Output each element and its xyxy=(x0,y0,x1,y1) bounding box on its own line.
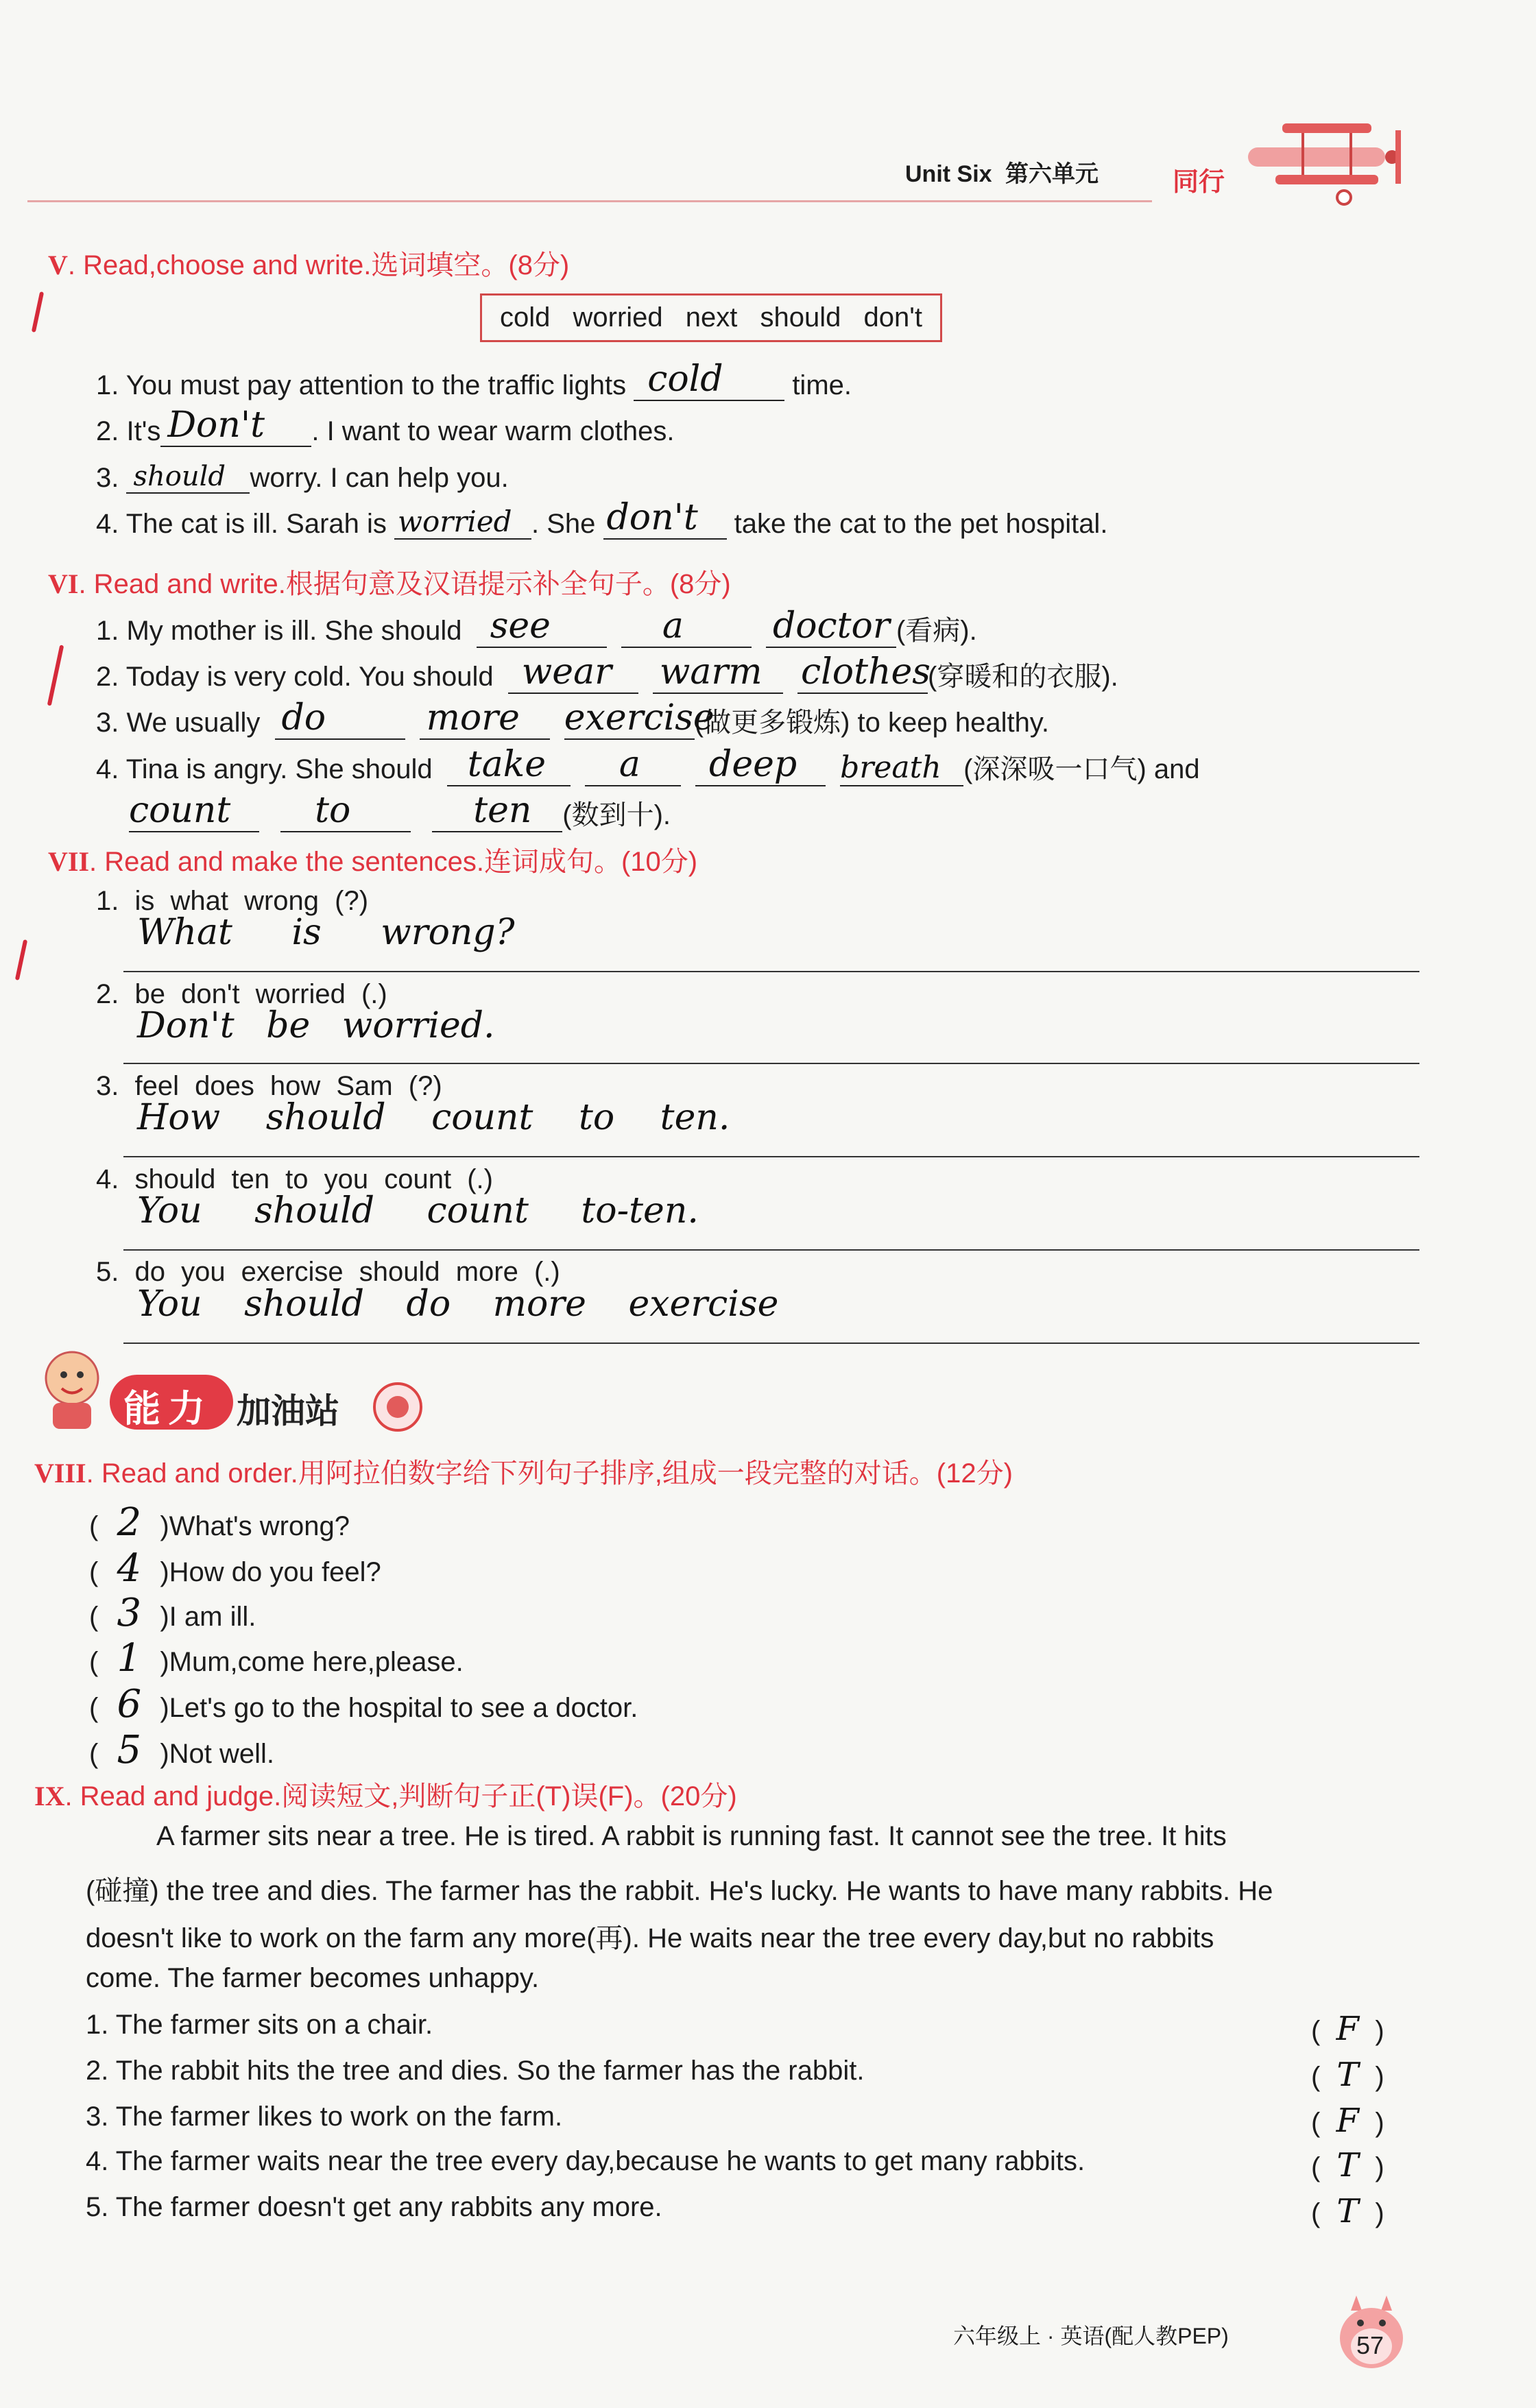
grade-tick-mark xyxy=(32,291,44,333)
section-7-number: VII xyxy=(48,846,90,877)
section-9-title xyxy=(34,1774,737,1814)
s7-answer-line-4 xyxy=(123,1249,1419,1251)
s7-answer-line-1 xyxy=(123,971,1419,972)
s7-item-1-prompt: 1. is what wrong (?) xyxy=(96,886,369,916)
grade-tick-mark xyxy=(15,939,27,980)
s7-item-4-prompt: 4. should ten to you count (.) xyxy=(96,1164,493,1194)
s9-item-2: 2. The rabbit hits the tree and dies. So the farmer has the rabbit. xyxy=(86,2056,865,2086)
s7-answer-line-3 xyxy=(123,1156,1419,1157)
s9-answer-2: ( T ) xyxy=(1311,2056,1384,2094)
mascot-icon xyxy=(31,1344,113,1433)
banner-rest: 加油站 xyxy=(237,1392,339,1430)
s9-answer-4: ( T ) xyxy=(1311,2146,1384,2184)
s5-answer-4b: don't xyxy=(606,497,698,538)
s8-item-3: ( 3 )I am ill. xyxy=(89,1591,256,1635)
s8-item-6: ( 5 )Not well. xyxy=(89,1728,275,1772)
header-rule xyxy=(27,200,1152,202)
s9-item-4: 4. The farmer waits near the tree every day,because he wants to get many rabbits. xyxy=(86,2146,1085,2176)
word-bank: cold worried next should don't xyxy=(480,293,942,342)
passage-line-2: (碰撞) the tree and dies. The farmer has the rabbit. He's lucky. He wants to have many rabbits. He xyxy=(86,1876,1273,1906)
s7-answer-4: You should count to-ten. xyxy=(137,1190,699,1231)
section-7-heading: . Read and make the sentences.连词成句。(10分) xyxy=(89,847,698,877)
s9-item-3: 3. The farmer likes to work on the farm. xyxy=(86,2102,563,2132)
s7-answer-5: You should do more exercise xyxy=(137,1284,779,1325)
s8-item-5: ( 6 )Let's go to the hospital to see a doctor. xyxy=(89,1682,638,1726)
section-6-heading: . Read and write.根据句意及汉语提示补全句子。(8分) xyxy=(78,569,731,599)
s5-answer-1: cold xyxy=(647,359,723,400)
s7-item-3-prompt: 3. feel does how Sam (?) xyxy=(96,1071,442,1101)
section-8-heading: . Read and order.用阿拉伯数字给下列句子排序,组成一段完整的对话。(12分) xyxy=(86,1458,1013,1489)
passage-line-1: A farmer sits near a tree. He is tired. A rabbit is running fast. It cannot see the tree. It hits xyxy=(156,1821,1227,1851)
section-9-number: IX xyxy=(34,1781,65,1811)
banner-li: 力 xyxy=(168,1388,205,1430)
s7-answer-1: What is wrong? xyxy=(137,912,515,953)
tongxing-label: 同行 xyxy=(1173,168,1225,197)
s8-item-1: ( 2 )What's wrong? xyxy=(89,1500,350,1545)
s5-answer-3: should xyxy=(133,461,226,492)
s7-answer-2: Don't be worried. xyxy=(137,1005,495,1046)
section-5-title xyxy=(48,243,569,282)
passage-line-3: doesn't like to work on the farm any more(再). He waits near the tree every day,but no rabbits xyxy=(86,1923,1214,1953)
s9-answer-1: ( F ) xyxy=(1311,2010,1384,2048)
s8-item-4: ( 1 )Mum,come here,please. xyxy=(89,1636,464,1681)
passage-line-4: come. The farmer becomes unhappy. xyxy=(86,1963,540,1993)
unit-en: Unit Six xyxy=(905,161,992,187)
page-number: 57 xyxy=(1356,2331,1384,2359)
section-9-heading: . Read and judge.阅读短文,判断句子正(T)误(F)。(20分) xyxy=(64,1781,737,1811)
s5-answer-2: Don't xyxy=(167,405,265,446)
s7-item-2-prompt: 2. be don't worried (.) xyxy=(96,979,387,1009)
unit-cn: 第六单元 xyxy=(1005,161,1099,187)
section-6-number: VI xyxy=(48,568,79,599)
s5-answer-4a: worried xyxy=(398,505,512,538)
grade-tick-mark xyxy=(47,645,64,706)
section-5-number: V xyxy=(48,250,68,280)
section-6-title xyxy=(48,562,731,601)
s5-item-2: 2. It's Don't . I want to wear warm clothes. xyxy=(96,405,675,446)
s7-item-5-prompt: 5. do you exercise should more (.) xyxy=(96,1257,560,1287)
s8-item-2: ( 4 )How do you feel? xyxy=(89,1546,381,1591)
s6-item-2: 2. Today is very cold. You should wear warm clothes (穿暖和的衣服). xyxy=(96,651,1118,693)
s9-answer-3: ( F ) xyxy=(1311,2102,1384,2140)
s6-item-3: 3. We usually do more exercise (做更多锻炼) to keep healthy. xyxy=(96,697,1049,738)
s9-item-1: 1. The farmer sits on a chair. xyxy=(86,2010,433,2040)
section-5-heading: . Read,choose and write.选词填空。(8分) xyxy=(67,250,570,280)
s6-item-1: 1. My mother is ill. She should see a doctor (看病). xyxy=(96,605,977,647)
footer-book-label: 六年级上 · 英语(配人教PEP) xyxy=(953,2324,1229,2348)
s9-answer-5: ( T ) xyxy=(1311,2192,1384,2230)
s5-item-1: 1. You must pay attention to the traffic lights cold time. xyxy=(96,359,852,400)
s7-answer-line-5 xyxy=(123,1343,1419,1344)
s6-item-4: 4. Tina is angry. She should take a deep breath (深深吸一口气) and xyxy=(96,744,1200,785)
s9-item-5: 5. The farmer doesn't get any rabbits any more. xyxy=(86,2192,662,2222)
badge-icon xyxy=(370,1380,425,1434)
airplane-icon xyxy=(1241,110,1426,213)
unit-label xyxy=(905,155,1099,189)
section-8-title xyxy=(34,1452,1013,1491)
section-8-number: VIII xyxy=(34,1458,86,1489)
s7-answer-line-2 xyxy=(123,1063,1419,1064)
section-7-title xyxy=(48,840,697,879)
banner-neng: 能 xyxy=(123,1388,160,1430)
s5-item-4: 4. The cat is ill. Sarah is worried . She don't take the cat to the pet hospital. xyxy=(96,497,1108,539)
s6-item-4-cont: count to ten (数到十). xyxy=(129,790,671,831)
s7-answer-3: How should count to ten. xyxy=(137,1097,730,1138)
s5-item-3: 3. should worry. I can help you. xyxy=(96,461,509,493)
